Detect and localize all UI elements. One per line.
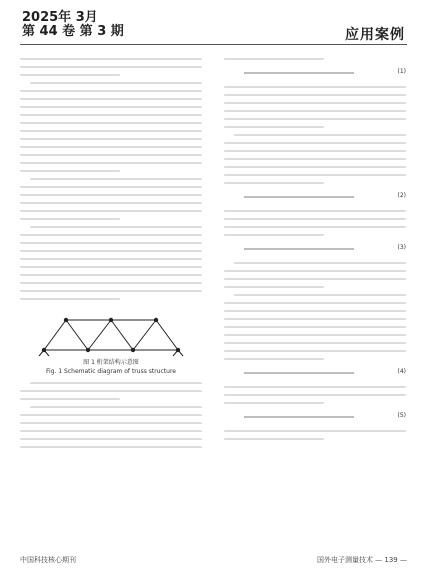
paragraph bbox=[20, 178, 202, 220]
right-column bbox=[224, 52, 406, 552]
equation-number: (1) bbox=[397, 68, 406, 75]
equation-number: (4) bbox=[397, 368, 406, 375]
paragraph bbox=[224, 210, 406, 236]
paragraph bbox=[224, 430, 406, 440]
paragraph bbox=[20, 382, 202, 400]
page-footer bbox=[20, 555, 407, 567]
paragraph bbox=[224, 386, 406, 404]
page-header bbox=[0, 0, 427, 58]
equation-row bbox=[224, 410, 406, 424]
issue-date: 2025年 3月 bbox=[22, 10, 98, 25]
figure-caption-cn: 图 1 桁架结构示意图 bbox=[83, 359, 139, 366]
paragraph bbox=[224, 86, 406, 128]
paragraph bbox=[20, 82, 202, 172]
equation-row bbox=[224, 242, 406, 256]
equation-row bbox=[224, 366, 406, 380]
footer-page-number: 国外电子测量技术 — 139 — bbox=[316, 556, 407, 564]
paragraph bbox=[20, 226, 202, 300]
footer-journal-tag: 中国科技核心期刊 bbox=[20, 556, 76, 564]
paragraph bbox=[224, 262, 406, 288]
header-rule bbox=[20, 44, 407, 45]
equation-number: (5) bbox=[397, 412, 406, 419]
truss-diagram bbox=[36, 306, 186, 358]
issue-volume: 第 44 卷 第 3 期 bbox=[22, 24, 124, 39]
truss-figure bbox=[20, 306, 202, 376]
paragraph bbox=[224, 294, 406, 360]
left-column bbox=[20, 52, 202, 552]
paragraph bbox=[224, 58, 406, 60]
paragraph bbox=[224, 134, 406, 184]
equation-row bbox=[224, 190, 406, 204]
paragraph bbox=[20, 406, 202, 448]
section-name: 应用案例 bbox=[345, 27, 405, 43]
equation-number: (3) bbox=[397, 244, 406, 251]
paragraph bbox=[20, 58, 202, 76]
equation-row bbox=[224, 66, 406, 80]
equation-number: (2) bbox=[397, 192, 406, 199]
figure-caption-en: Fig. 1 Schematic diagram of truss structure bbox=[46, 368, 176, 375]
